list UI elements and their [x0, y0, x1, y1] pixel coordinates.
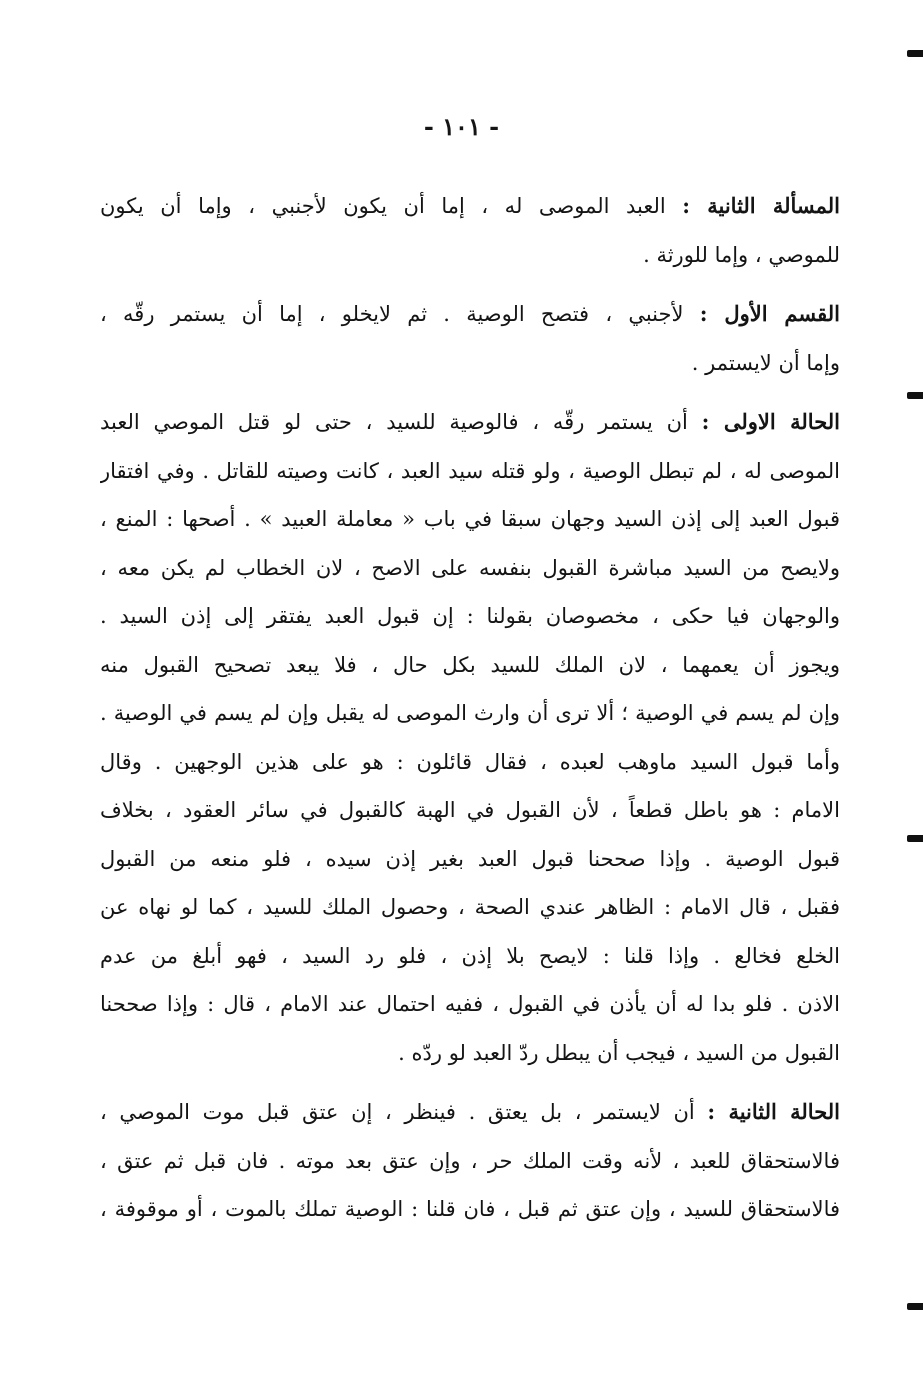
text-line: فالاستحقاق للسيد ، وإن عتق ثم قبل ، فان قلنا : الوصية تملك بالموت ، أو موقوفة ،	[100, 1197, 840, 1221]
page-edge-mark	[907, 835, 923, 842]
paragraph-second-question	[100, 182, 840, 279]
text-line: وأما قبول السيد ماوهب لعبده ، فقال قائلون : هو على هذين الوجهين . وقال	[100, 749, 840, 774]
paragraph-first-case	[100, 398, 840, 1077]
paragraph-heading: الحالة الاولى :	[701, 409, 840, 434]
paragraph-heading: القسم الأول :	[699, 301, 840, 326]
text-line: الحالة الثانية : أن لايستمر ، بل يعتق . فينظر ، إن عتق قبل موت الموصي ،	[100, 1099, 840, 1124]
text-line: المسألة الثانية : العبد الموصى له ، إما أن يكون لأجنبي ، وإما أن يكون	[100, 193, 840, 218]
text-line: الحالة الاولى : أن يستمر رقّه ، فالوصية للسيد ، حتى لو قتل الموصي العبد	[100, 409, 840, 434]
text-line: قبول العبد إلى إذن السيد وجهان سبقا في باب « معاملة العبيد » . أصحها : المنع ،	[100, 507, 840, 531]
text-line: ويجوز أن يعمهما ، لان الملك للسيد بكل حال ، فلا يبعد تصحيح القبول منه	[100, 652, 840, 677]
text-line: الاذن . فلو بدا له أن يأذن في القبول ، ففيه احتمال عند الامام ، قال : وإذا صححنا	[100, 992, 840, 1016]
page-edge-mark	[907, 392, 923, 399]
text-line: ولايصح من السيد مباشرة القبول بنفسه على الاصح ، لان الخطاب لم يكن معه ،	[100, 555, 840, 580]
text-line: للموصي ، وإما للورثة .	[643, 242, 840, 267]
page-number: - ١٠١ -	[423, 112, 500, 141]
paragraph-second-case	[100, 1088, 840, 1234]
page-edge-mark	[907, 1303, 923, 1310]
paragraph-heading: المسألة الثانية :	[682, 193, 840, 218]
text-line: القسم الأول : لأجنبي ، فتصح الوصية . ثم لايخلو ، إما أن يستمر رقّه ،	[100, 301, 840, 326]
text-line: والوجهان فيا حكى ، مخصوصان بقولنا : إن قبول العبد يفتقر إلى إذن السيد .	[100, 604, 840, 628]
text-line: وإن لم يسم في الوصية ؛ ألا ترى أن وارث الموصى له يقبل وإن لم يسم في الوصية .	[100, 701, 840, 725]
page-body	[100, 182, 840, 1245]
text-line: القبول من السيد ، فيجب أن يبطل ردّ العبد لو ردّه .	[398, 1040, 840, 1065]
text-line: الخلع فخالع . وإذا قلنا : لايصح بلا إذن ، فلو رد السيد ، فهو أبلغ من عدم	[100, 943, 840, 968]
paragraph-first-section	[100, 290, 840, 387]
text-line: وإما أن لايستمر .	[691, 350, 840, 375]
text-line: الموصى له ، لم تبطل الوصية ، ولو قتله سيد العبد ، كانت وصيته للقاتل . وفي افتقار	[100, 458, 840, 483]
text-line: فقبل ، قال الامام : الظاهر عندي الصحة ، وحصول الملك للسيد ، كما لو نهاه عن	[100, 895, 840, 919]
paragraph-heading: الحالة الثانية :	[707, 1099, 840, 1124]
text-line: فالاستحقاق للعبد ، لأنه وقت الملك حر ، وإن عتق بعد موته . فان قبل ثم عتق ،	[100, 1148, 840, 1173]
text-line: الامام : هو باطل قطعاً ، لأن القبول في الهبة كالقبول في سائر العقود ، بخلاف	[100, 798, 840, 822]
text-line: قبول الوصية . وإذا صححنا قبول العبد بغير إذن سيده ، فلو منعه من القبول	[100, 846, 840, 871]
page-edge-mark	[907, 50, 923, 57]
